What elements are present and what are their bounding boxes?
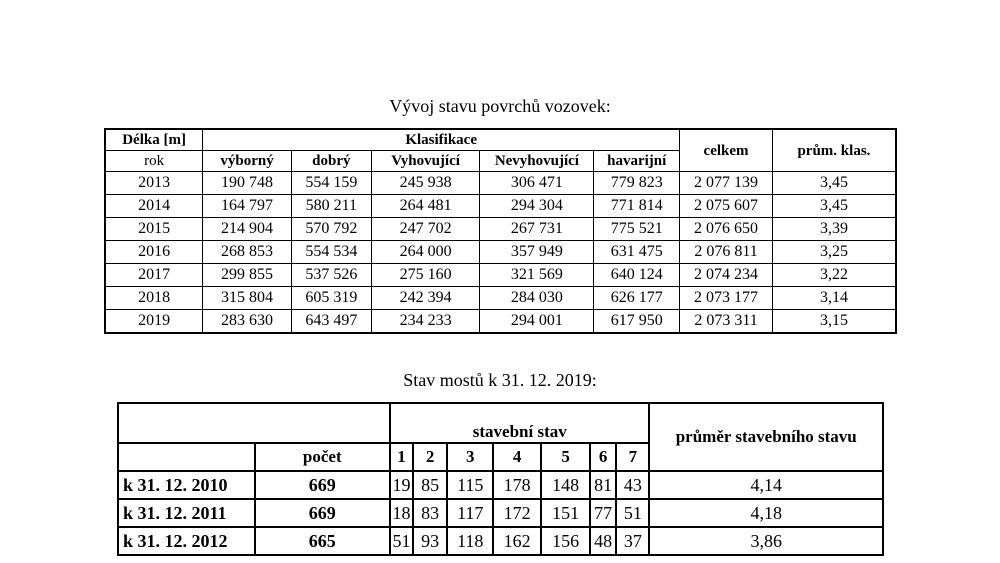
bridge-state-table: [117, 402, 884, 556]
table-row: [105, 310, 896, 334]
value-cell: 2 073 311: [680, 310, 773, 334]
table-row: [105, 287, 896, 310]
value-cell: 267 731: [480, 218, 594, 241]
table-row: [118, 499, 883, 527]
state-value-cell: 178: [493, 471, 541, 499]
value-cell: 3,22: [772, 264, 896, 287]
header-havarijni: havarijní: [594, 151, 680, 172]
state-value-cell: 48: [590, 527, 616, 555]
state-value-cell: 43: [616, 471, 649, 499]
value-cell: 2 076 650: [680, 218, 773, 241]
value-cell: 3,15: [772, 310, 896, 334]
state-value-cell: 172: [493, 499, 541, 527]
year-cell: 2016: [105, 241, 203, 264]
table-row: [118, 527, 883, 555]
value-cell: 283 630: [203, 310, 292, 334]
value-cell: 294 304: [480, 195, 594, 218]
header-pocet: počet: [255, 443, 390, 471]
year-cell: 2015: [105, 218, 203, 241]
value-cell: 275 160: [371, 264, 480, 287]
header-stav-col: 5: [541, 443, 590, 471]
value-cell: 247 702: [371, 218, 480, 241]
value-cell: 570 792: [291, 218, 371, 241]
value-cell: 643 497: [291, 310, 371, 334]
header-stavebni-stav: stavební stav: [390, 403, 649, 443]
table-row: [105, 241, 896, 264]
value-cell: 2 075 607: [680, 195, 773, 218]
value-cell: 321 569: [480, 264, 594, 287]
date-label: k 31. 12. 2012: [118, 527, 255, 555]
state-value-cell: 81: [590, 471, 616, 499]
value-cell: 306 471: [480, 172, 594, 195]
header-stav-col: 2: [413, 443, 447, 471]
date-label: k 31. 12. 2010: [118, 471, 255, 499]
value-cell: 315 804: [203, 287, 292, 310]
value-cell: 640 124: [594, 264, 680, 287]
average-cell: 3,86: [649, 527, 883, 555]
year-cell: 2013: [105, 172, 203, 195]
state-value-cell: 51: [390, 527, 413, 555]
road-surface-table: [104, 128, 897, 334]
header-prum-klas: prům. klas.: [772, 129, 896, 172]
average-cell: 4,14: [649, 471, 883, 499]
value-cell: 775 521: [594, 218, 680, 241]
year-cell: 2018: [105, 287, 203, 310]
value-cell: 580 211: [291, 195, 371, 218]
value-cell: 214 904: [203, 218, 292, 241]
value-cell: 554 534: [291, 241, 371, 264]
value-cell: 164 797: [203, 195, 292, 218]
header-vyhovujici: Vyhovující: [371, 151, 480, 172]
header-stav-col: 6: [590, 443, 616, 471]
caption-bridges: Stav mostů k 31. 12. 2019:: [403, 370, 597, 390]
table-row: [118, 471, 883, 499]
year-cell: 2014: [105, 195, 203, 218]
value-cell: 605 319: [291, 287, 371, 310]
value-cell: 357 949: [480, 241, 594, 264]
table-row: [105, 264, 896, 287]
value-cell: 3,45: [772, 195, 896, 218]
header-celkem: celkem: [680, 129, 773, 172]
state-value-cell: 51: [616, 499, 649, 527]
caption-road-surfaces: Vývoj stavu povrchů vozovek:: [389, 96, 611, 116]
value-cell: 234 233: [371, 310, 480, 334]
year-cell: 2019: [105, 310, 203, 334]
state-value-cell: 83: [413, 499, 447, 527]
count-cell: 669: [255, 499, 390, 527]
value-cell: 268 853: [203, 241, 292, 264]
value-cell: 2 074 234: [680, 264, 773, 287]
header-blank: [118, 403, 390, 443]
header-klasifikace: Klasifikace: [203, 129, 680, 151]
header-stav-col: 4: [493, 443, 541, 471]
value-cell: 264 000: [371, 241, 480, 264]
header-stav-col: 7: [616, 443, 649, 471]
value-cell: 626 177: [594, 287, 680, 310]
value-cell: 284 030: [480, 287, 594, 310]
header-dobry: dobrý: [291, 151, 371, 172]
average-cell: 4,18: [649, 499, 883, 527]
state-value-cell: 148: [541, 471, 590, 499]
header-stav-col: 1: [390, 443, 413, 471]
value-cell: 554 159: [291, 172, 371, 195]
table-row: [105, 195, 896, 218]
value-cell: 3,14: [772, 287, 896, 310]
value-cell: 3,39: [772, 218, 896, 241]
value-cell: 245 938: [371, 172, 480, 195]
header-label-blank: [118, 443, 255, 471]
value-cell: 2 073 177: [680, 287, 773, 310]
value-cell: 3,25: [772, 241, 896, 264]
state-value-cell: 156: [541, 527, 590, 555]
value-cell: 2 077 139: [680, 172, 773, 195]
state-value-cell: 151: [541, 499, 590, 527]
header-nevyhovujici: Nevyhovující: [480, 151, 594, 172]
value-cell: 771 814: [594, 195, 680, 218]
value-cell: 299 855: [203, 264, 292, 287]
state-value-cell: 85: [413, 471, 447, 499]
value-cell: 2 076 811: [680, 241, 773, 264]
year-cell: 2017: [105, 264, 203, 287]
header-rok: rok: [105, 151, 203, 172]
table-row: [105, 218, 896, 241]
header-vyborny: výborný: [203, 151, 292, 172]
state-value-cell: 115: [447, 471, 493, 499]
value-cell: 631 475: [594, 241, 680, 264]
state-value-cell: 117: [447, 499, 493, 527]
value-cell: 190 748: [203, 172, 292, 195]
header-delka: Délka [m]: [105, 129, 203, 151]
count-cell: 669: [255, 471, 390, 499]
value-cell: 779 823: [594, 172, 680, 195]
value-cell: 617 950: [594, 310, 680, 334]
state-value-cell: 118: [447, 527, 493, 555]
state-value-cell: 37: [616, 527, 649, 555]
state-value-cell: 19: [390, 471, 413, 499]
value-cell: 537 526: [291, 264, 371, 287]
state-value-cell: 77: [590, 499, 616, 527]
header-prumer-stavebniho-stavu: průměr stavebního stavu: [649, 403, 883, 471]
header-stav-col: 3: [447, 443, 493, 471]
state-value-cell: 162: [493, 527, 541, 555]
value-cell: 3,45: [772, 172, 896, 195]
count-cell: 665: [255, 527, 390, 555]
value-cell: 264 481: [371, 195, 480, 218]
value-cell: 294 001: [480, 310, 594, 334]
value-cell: 242 394: [371, 287, 480, 310]
table-row: [105, 172, 896, 195]
state-value-cell: 93: [413, 527, 447, 555]
date-label: k 31. 12. 2011: [118, 499, 255, 527]
state-value-cell: 18: [390, 499, 413, 527]
